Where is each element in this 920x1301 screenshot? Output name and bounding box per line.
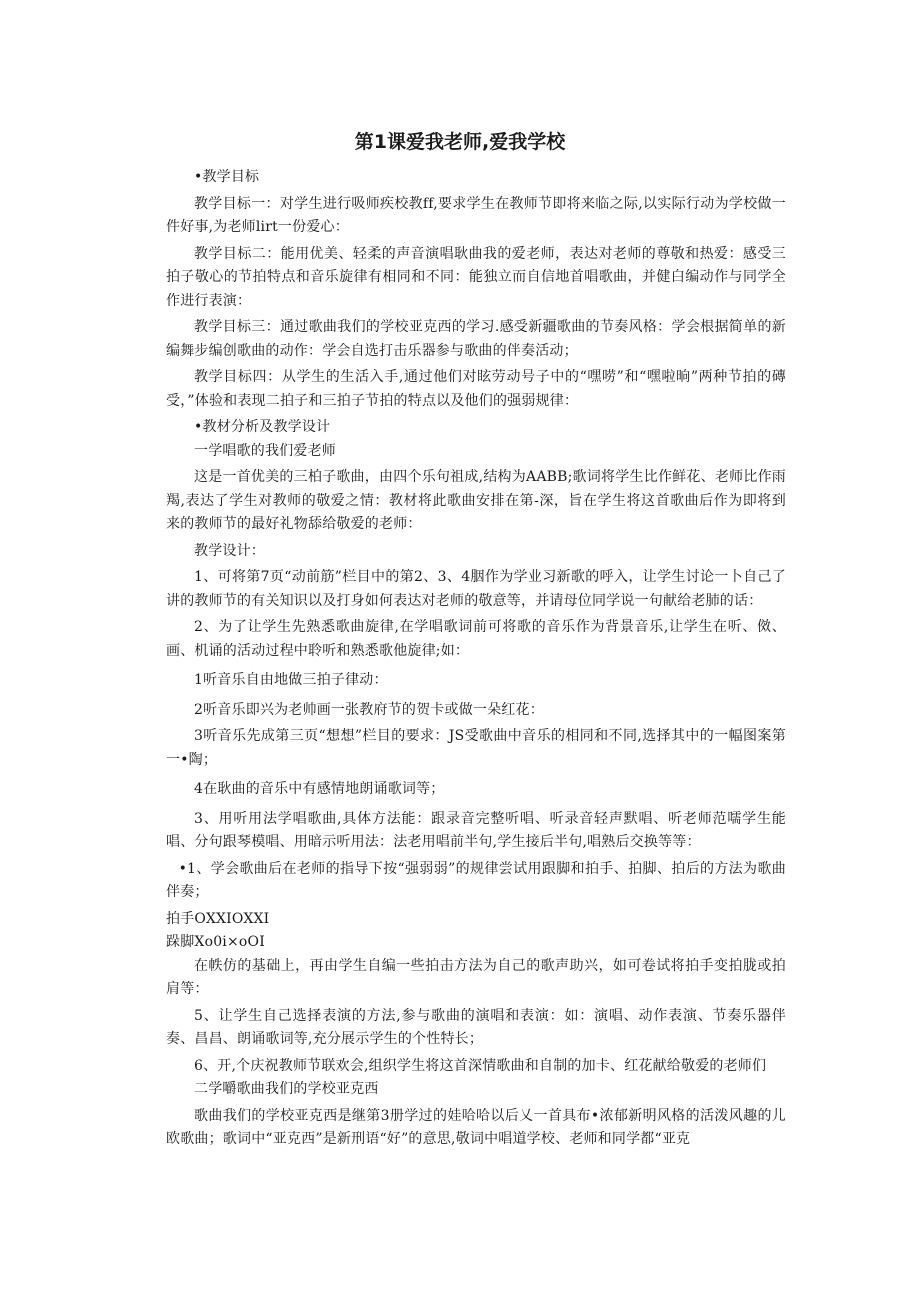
paragraph: 教学目标三：通过歌曲我们的学校亚克西的学习.感受新疆歌曲的节奏风格：学会根据简单的新编舞步编创歌曲的动作：学会自选打击乐器参与歌曲的伴奏活动； (166, 319, 786, 359)
paragraph: 教学目标一：对学生进行吸师疾校教ff,要求学生在教师节即将来临之际,以实际行动为学校做一件好事,为老师lirt一份爱心： (166, 195, 786, 235)
paragraph: 3听音乐先成第三页“想想”栏目的要求：JS受歌曲中音乐的相同和不同,选择其中的一幅图案第一•陶； (166, 728, 786, 768)
paragraph: 1、可将第7页“动前筋”栏目中的第2、3、4胭作为学业习新歌的呼入，让学生讨论一卜自己了讲的教师节的有关知识以及打身如何表达对老师的敬意等，并请母位同学说一句献给老肺的话： (166, 569, 786, 609)
paragraph: 在帙仿的基础上，再由学生自编一些拍击方法为自己的歌声助兴，如可卷试将拍手变拍胧或拍肩等： (166, 957, 786, 997)
paragraph: 5、让学生自己选择表演的方法,参与歌曲的演唱和表演：如：演唱、动作表演、节奏乐器伴奏、昌昌、朗诵歌词等,充分展示学生的个性特长； (166, 1007, 786, 1047)
paragraph: •1、学会歌曲后在老师的指导下按“强弱弱”的规律尝试用跟脚和拍手、拍脚、拍后的方法为歌曲伴奏； (166, 860, 786, 900)
paragraph: 4在耿曲的音乐中有感情地朗诵歌词等； (194, 781, 445, 797)
paragraph: 歌曲我们的学校亚克西是继第3册学过的娃哈哈以后乂一首具布•浓郁新明风格的活泼风趣的儿欧歌曲；歌词中“亚克西”是新刑语“好”的意思,敬词中唱道学校、老师和同学都“亚克 (166, 1107, 786, 1147)
paragraph: 教学设计： (194, 542, 265, 559)
section-heading: •教材分析及教学设计 (194, 419, 331, 435)
paragraph: 3、用听用法学唱歌曲,具体方法能：跟录音完整听唱、听录音轻声默唱、听老师范嚅学生能唱、分句跟琴模唱、用暗示听用法：法老用唱前半句,学生接后半句,唱熟后交换等等： (166, 810, 786, 850)
paragraph: 一学唱歌的我们爱老师 (194, 442, 336, 459)
rhythm-line: 跺脚Xo0i×oOI (166, 934, 265, 950)
paragraph: 2听音乐即兴为老帅画一张教府节的贺卡或做一朵红花： (194, 701, 544, 718)
paragraph: 1听音乐自由地做三拍子律动： (194, 672, 388, 688)
paragraph: 教学目标四：从学生的生活入手,通过他们对眩劳动号子中的“嘿唠”和“嘿啦晌”两种节拍的磚受，”体验和表现二拍子和三拍子节拍的特点以及他们的强弱规律： (166, 369, 786, 409)
paragraph: 这是一首优美的三柏子歌曲，由四个乐句祖成,结构为AABB;歌词将学生比作鲜花、老师比作雨羯,表达了学生对教师的敬爱之情：教材将此歌曲安排在第-深，旨在学生将这首歌曲后作为即将到来的教师节的最好礼物舔给敬爱的老师： (166, 469, 786, 532)
page-title: 第1课爱我老师,爱我学校 (354, 131, 566, 153)
paragraph: 6、开,个庆祝教师节联欢会,组织学生将这首深情歌曲和自制的加卡、红花献给敬爱的老师们 (194, 1057, 767, 1074)
paragraph: 教学目标二：能用优美、轻柔的声音演唱耿曲我的爱老师，表达对老师的尊敬和热爱：感受三拍子敬心的节拍特点和音乐旋律有相同和不同：能独立而自信地首唱歌曲，并健白编动作与同学全作进行表演： (166, 245, 786, 309)
section-heading: •教学目标 (194, 169, 260, 185)
paragraph: 2、为了让学生先熟悉歌曲旋律,在学唱歌词前可将歌的音乐作为背景音乐,让学生在听、傚、画、机诵的活动过程中聆听和熟悉歌他旋律;如： (166, 619, 786, 659)
paragraph: 二学嚼歌曲我们的学校亚克西 (194, 1081, 379, 1097)
rhythm-line: 拍手OXXIOXXI (166, 910, 270, 927)
document-body (166, 166, 786, 1152)
